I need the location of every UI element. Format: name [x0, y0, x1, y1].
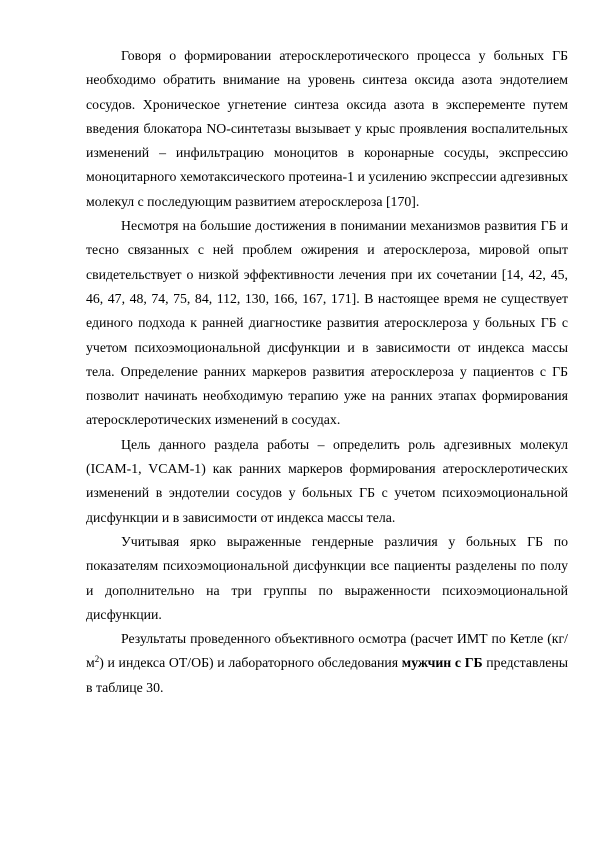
- results-bold-men-gb: мужчин с ГБ: [401, 655, 483, 671]
- paragraph-gender-groups: Учитывая ярко выраженные гендерные различия у больных ГБ по показателям психоэмоциональной дисфункции все пациенты разделены по полу и дополнительно на три группы по выраженности психоэмоциональной дисфункции.: [86, 533, 568, 622]
- paragraph-section-goal: Цель данного раздела работы – определить роль адгезивных молекул (ICAM-1, VCAM-1) как ранних маркеров формирования атеросклеротических изменений в эндотелии сосудов у больных ГБ с учетом психоэмоциональной дисфункции и в зависимости от индекса массы тела.: [86, 436, 568, 525]
- paragraph-treatment-efficiency: Несмотря на большие достижения в понимании механизмов развития ГБ и тесно связанных с ней проблем ожирения и атеросклероза, мировой опыт свидетельствует о низкой эффективности лечения при их сочетании [14, 42, 45, 46, 47, 48, 74, 75, 84, 112, 130, 166, 167, 171]. В настоящее время не существует единого подхода к ранней диагностике развития атеросклероза у больных ГБ с учетом психоэмоциональной дисфункции и в зависимости от индекса массы тела. Определение ранних маркеров развития атеросклероза у пациентов с ГБ позволит начинать необходимую терапию уже на ранних этапах формирования атеросклеротических изменений в сосудах.: [86, 218, 568, 428]
- paragraph-examination-results: [86, 627, 568, 700]
- results-text-part1: Результаты проведенного объективного осмотра (расчет ИМТ по Кетле (кг/м: [86, 631, 568, 671]
- paragraph-nitric-oxide: Говоря о формировании атеросклеротического процесса у больных ГБ необходимо обратить внимание на уровень синтеза оксида азота эндотелием сосудов. Хроническое угнетение синтеза оксида азота в эксперементе путем введения блокатора NO-синтетазы вызывает у крыс проявления воспалительных изменений – инфильтрацию моноцитов в коронарные сосуды, экспрессию моноцитарного хемотаксического протеина-1 и усилению экспрессии адгезивных молекул с последующим развитием атеросклероза [170].: [86, 48, 568, 209]
- results-text-part2: ) и индекса ОТ/ОБ) и лабораторного обследования: [99, 655, 402, 671]
- body-text: [86, 44, 568, 700]
- results-superscript: 2: [94, 654, 100, 665]
- results-text-part3: представлены в таблице 30.: [86, 655, 568, 695]
